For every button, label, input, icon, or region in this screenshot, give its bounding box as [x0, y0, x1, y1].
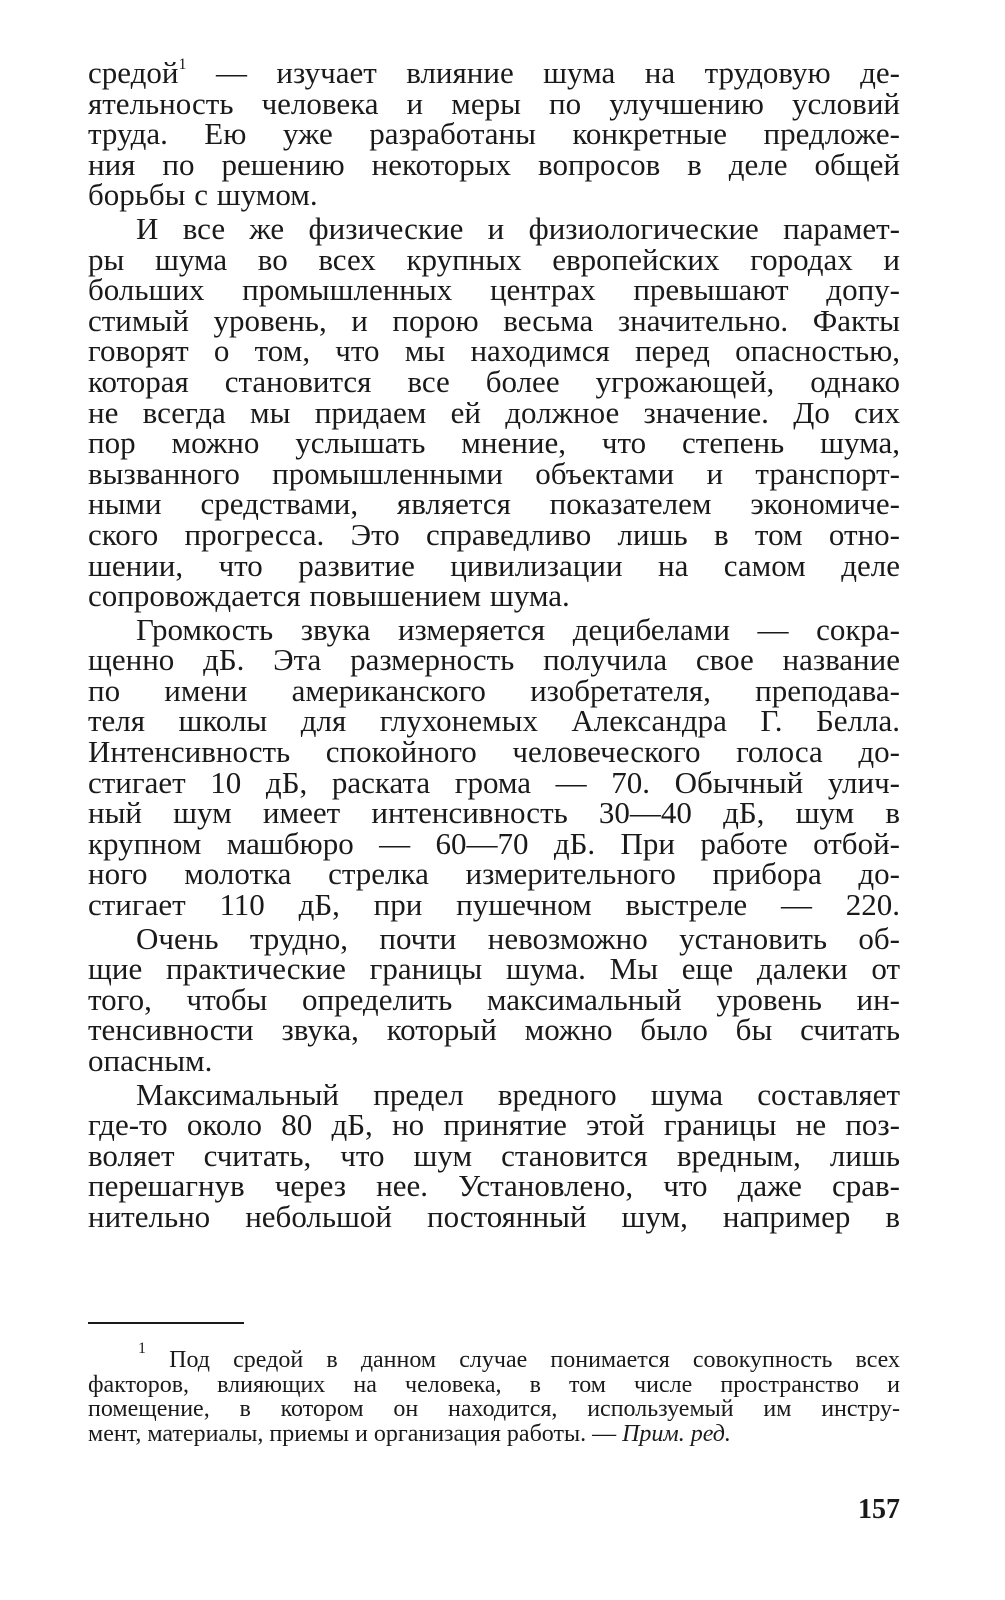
text-line: ры шума во всех крупных европейских городах и — [88, 241, 900, 277]
text-line: крупном машбюро — 60—70 дБ. При работе отбой- — [88, 825, 900, 861]
text-line: нительно небольшой постоянный шум, например в — [88, 1198, 900, 1234]
text-line: стигает 10 дБ, раската грома — 70. Обычный улич- — [88, 764, 900, 800]
text-line: сопровождается повышением шума. — [88, 578, 570, 614]
text-line: где-то около 80 дБ, но принятие этой границы не поз- — [88, 1107, 900, 1143]
page-body — [88, 55, 900, 1234]
text-line: воляет считать, что шум становится вредным, лишь — [88, 1137, 900, 1173]
text-line: стимый уровень, и порою весьма значительно. Факты — [88, 302, 900, 338]
text-line: борьбы с шумом. — [88, 177, 318, 213]
footnote-line: мент, материалы, приемы и организация работы. — Прим. ред. — [88, 1420, 731, 1447]
text-line: шении, что развитие цивилизации на самом деле — [88, 547, 900, 583]
text-line: Интенсивность спокойного человеческого голоса до- — [88, 734, 900, 770]
text-line: опасным. — [88, 1043, 213, 1078]
paragraph-1 — [88, 55, 900, 213]
footnote-line: факторов, влияющих на человека, в том числе пространство и — [88, 1371, 900, 1398]
text-line: по имени американского изобретателя, преподава- — [88, 672, 900, 708]
paragraph-2 — [88, 210, 900, 614]
text-line: средой$^1$ — изучает влияние шума на трудовую де- — [88, 55, 900, 90]
text-line: щенно дБ. Эта размерность получила свое название — [88, 642, 900, 678]
text-line: которая становится все более угрожающей, однако — [88, 363, 900, 399]
paragraph-5 — [88, 1076, 900, 1234]
paragraph-4 — [88, 920, 900, 1078]
footnote-mark: 1 — [138, 1340, 146, 1357]
text-line: перешагнув через нее. Установлено, что даже срав- — [88, 1168, 900, 1204]
text-line: Громкость звука измеряется децибелами — сокра- — [136, 611, 900, 647]
text-line: труда. Ею уже разработаны конкретные предложе- — [88, 116, 900, 152]
text-line: теля школы для глухонемых Александра Г. Белла. — [88, 703, 900, 739]
text-line: вызванного промышленными объектами и транспорт- — [88, 455, 900, 491]
footnote-separator — [88, 1322, 244, 1324]
text-line: ского прогресса. Это справедливо лишь в том отно- — [88, 516, 900, 552]
text-line: говорят о том, что мы находимся перед опасностью, — [88, 333, 900, 369]
text-line: того, чтобы определить максимальный уровень ин- — [88, 981, 900, 1017]
text-line: Очень трудно, почти невозможно установить об- — [136, 920, 900, 956]
editor-note: Прим. ред. — [622, 1420, 731, 1447]
page-number: 157 — [858, 1494, 900, 1525]
text-line: ния по решению некоторых вопросов в деле общей — [88, 146, 900, 182]
text-line: ный шум имеет интенсивность 30—40 дБ, шум в — [88, 795, 900, 831]
paragraph-3 — [88, 611, 900, 923]
text-line: щие практические границы шума. Мы еще далеки от — [88, 951, 900, 987]
text-line: ятельность человека и меры по улучшению условий — [88, 85, 900, 121]
text-line: Максимальный предел вредного шума составляет — [136, 1076, 900, 1112]
text-line: И все же физические и физиологические парамет- — [136, 210, 900, 246]
text-line: больших промышленных центрах превышают допу- — [88, 272, 900, 308]
text-line: стигает 110 дБ, при пушечном выстреле — 220. — [88, 887, 900, 923]
text-line: ного молотка стрелка измерительного прибора до- — [88, 856, 900, 892]
footnote — [88, 1340, 901, 1447]
text-line: не всегда мы придаем ей должное значение. До сих — [88, 394, 900, 430]
footnote-reference: 1 — [178, 56, 187, 73]
footnote-line: помещение, в котором он находится, используемый им инстру- — [88, 1396, 900, 1422]
text-line: ными средствами, является показателем экономиче- — [88, 486, 900, 522]
text-line: тенсивности звука, который можно было бы считать — [88, 1012, 900, 1048]
footnote-line: $^1$ Под средой в данном случае понимается совокупность всех — [138, 1340, 901, 1373]
text-line: пор можно услышать мнение, что степень шума, — [88, 425, 900, 461]
